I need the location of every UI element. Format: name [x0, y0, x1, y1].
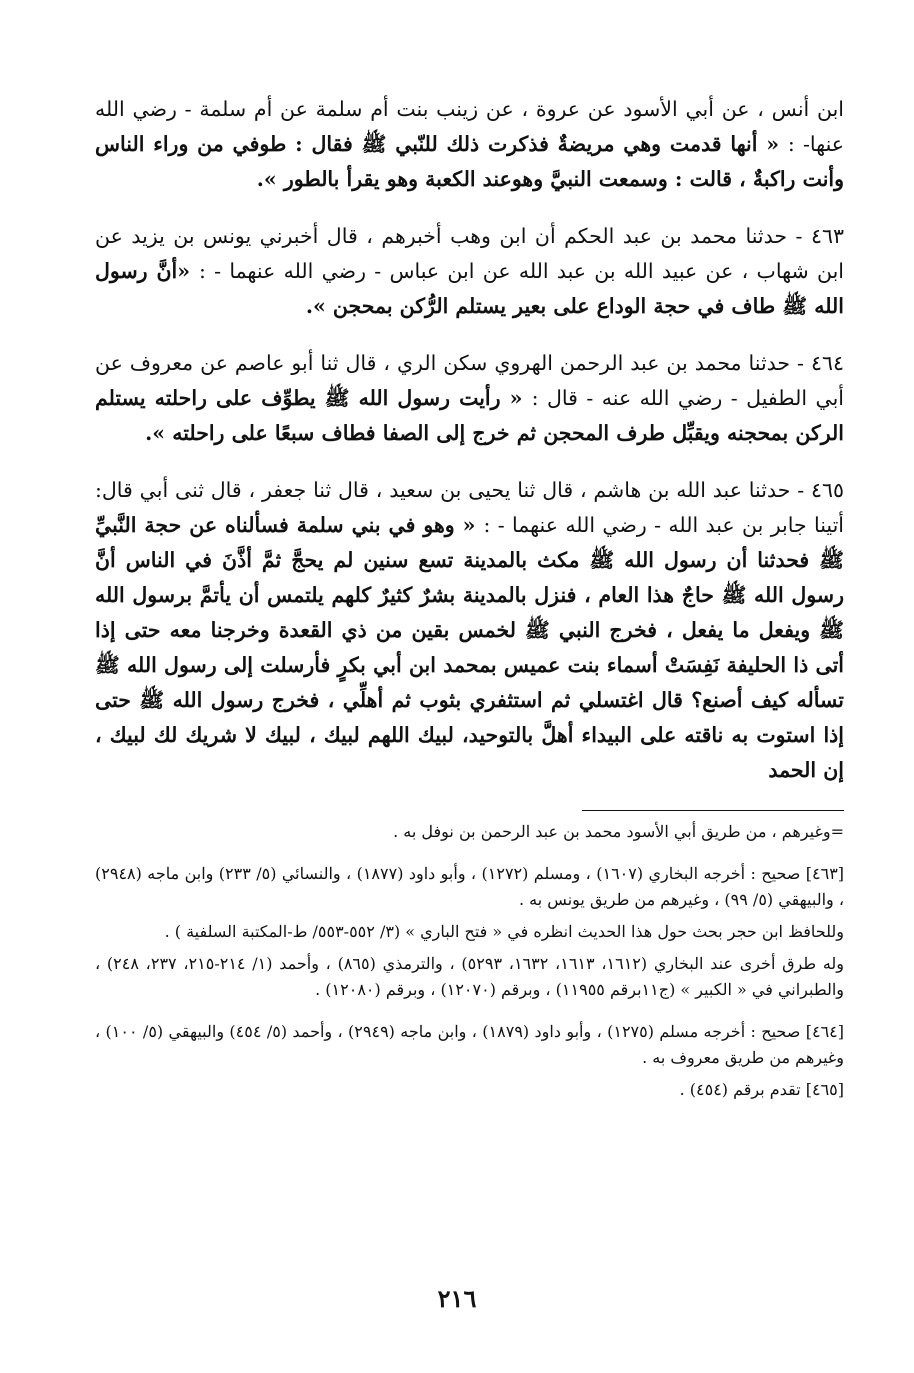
paragraph-text: ابن أنس ، عن أبي الأسود عن عروة ، عن زينب بنت أم سلمة عن أم سلمة - رضي الله عنها- : [95, 97, 844, 156]
footnote-divider [582, 810, 844, 811]
isnad-text: ٤٦٤ - حدثنا محمد بن عبد الرحمن الهروي سكن الري ، قال ثنا أبو عاصم عن معروف عن أبي الطفيل - رضي الله عنه - قال : [95, 351, 844, 410]
isnad-text: ٤٦٥ - حدثنا عبد الله بن هاشم ، قال ثنا يحيى بن سعيد ، قال ثنا جعفر ، قال ثنى أبي قال: أتينا جابر بن عبد الله - رضي الله عنهما - : [95, 478, 844, 537]
hadith-text: « أنها قدمت وهي مريضةٌ فذكرت ذلك للنّبي ﷺ فقال : طوفي من وراء الناس وأنت راكبةٌ ، قالت : وسمعت النبيَّ وهوعند الكعبة وهو يقرأ بالطور ». [95, 132, 844, 191]
hadith-463 [95, 219, 844, 324]
page-number: ٢١٦ [437, 1284, 477, 1313]
footnote-465: [٤٦٥] تقدم برقم (٤٥٤) . [679, 1080, 844, 1099]
hadith-text: « رأيت رسول الله ﷺ يطوِّف على راحلته يستلم الركن بمحجنه ويقبِّل طرف المحجن ثم خرج إلى الصفا فطاف سبعًا على راحلته ». [95, 386, 844, 445]
paragraph-continuation [95, 92, 844, 197]
hadith-465 [95, 473, 844, 788]
footnote-463-note: وللحافظ ابن حجر بحث حول هذا الحديث انظره في « فتح الباري » (٣/ ٥٥٢-٥٥٣/ ط-المكتبة السلفية ) . [164, 922, 844, 941]
hadith-464 [95, 346, 844, 451]
isnad-text: ٤٦٣ - حدثنا محمد بن عبد الحكم أن ابن وهب أخبرهم ، قال أخبرني يونس بن يزيد عن ابن شهاب ، عن عبيد الله بن عبد الله عن ابن عباس - رضي الله عنهما - : [95, 224, 844, 283]
footnote-463-other-routes: وله طرق أخرى عند البخاري (١٦١٢، ١٦١٣، ١٦٣٢، ٥٢٩٣) ، والترمذي (٨٦٥) ، وأحمد (١/ ٢١٤-٢١٥، ٢٣٧، ٢٤٨) ، والطبراني في « الكبير » (ج١١برقم ١١٩٥٥) ، وبرقم (١٢٠٧٠) ، وبرقم (١٢٠٨٠) . [95, 954, 845, 999]
hadith-text: « وهو في بني سلمة فسألناه عن حجة النَّبيِّ ﷺ فحدثنا أن رسول الله ﷺ مكث بالمدينة تسع سنين لم يحجَّ ثمَّ أذَّنَ في الناس أنَّ رسول الله ﷺ حاجٌ هذا العام ، فنزل بالمدينة بشرٌ كثيرٌ كلهم يلتمس أن يأتمَّ برسول الله ﷺ ويفعل ما يفعل ، فخرج النبي ﷺ لخمس بقين من ذي القعدة وخرجنا معه حتى إذا أتى ذا الحليفة نَفِسَتْ أسماء بنت عميس بمحمد ابن أبي بكرٍ فأرسلت إلى رسول الله ﷺ تسأله كيف أصنع؟ قال اغتسلي ثم استثفري بثوب ثم أهلِّي ، فخرج رسول الله ﷺ حتى إذا استوت به ناقته على البيداء أهلَّ بالتوحيد، لبيك اللهم لبيك ، لبيك لا شريك لك لبيك ، إن الحمد [95, 513, 844, 782]
hadith-text: «أنَّ رسول الله ﷺ طاف في حجة الوداع على بعير يستلم الرُّكن بمحجن ». [95, 259, 844, 318]
footnote-continuation: =وغيرهم ، من طريق أبي الأسود محمد بن عبد الرحمن بن نوفل به . [393, 822, 844, 841]
footnote-464: [٤٦٤] صحيح : أخرجه مسلم (١٢٧٥) ، وأبو داود (١٨٧٩) ، وابن ماجه (٢٩٤٩) ، وأحمد (٥/ ٤٥٤) والبيهقي (٥/ ١٠٠) ، وغيرهم من طريق معروف به . [95, 1022, 844, 1067]
footnote-463: [٤٦٣] صحيح : أخرجه البخاري (١٦٠٧) ، ومسلم (١٢٧٢) ، وأبو داود (١٨٧٧) ، والنسائي (٥/ ٢٣٣) وابن ماجه (٢٩٤٨) ، والبيهقي (٥/ ٩٩) ، وغيرهم من طريق يونس به . [95, 864, 845, 909]
